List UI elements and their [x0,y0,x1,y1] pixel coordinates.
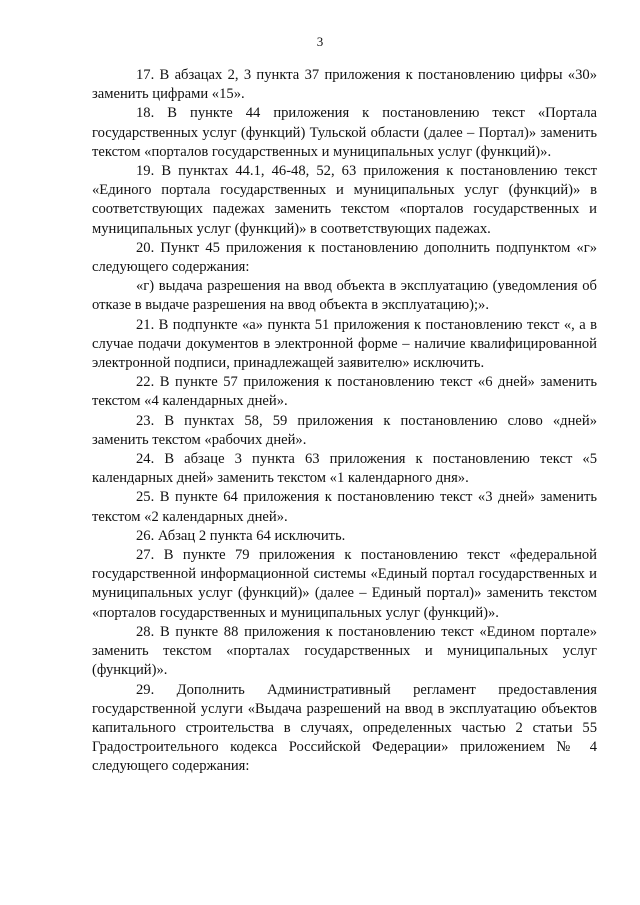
paragraph-23: 23. В пунктах 58, 59 приложения к постановлению слово «дней» заменить текстом «рабочих дней». [92,412,597,448]
paragraph-19: 19. В пунктах 44.1, 46-48, 52, 63 приложения к постановлению текст «Единого портала государственных и муниципальных услуг (функций)» в соответствующих падежах заменить текстом «порталов государственных и муниципальных услуг (функций)» в соответствующих падежах. [92,163,597,237]
paragraph-25: 25. В пункте 64 приложения к постановлению текст «3 дней» заменить текстом «2 календарных дней». [92,489,597,525]
paragraph-18: 18. В пункте 44 приложения к постановлению текст «Портала государственных услуг (функций) Тульской области (далее – Портал)» заменить текстом «порталов государственных и муниципальных услуг (функций)». [92,105,597,160]
paragraph-20-subitem-g: «г) выдача разрешения на ввод объекта в эксплуатацию (уведомления об отказе в выдаче разрешения на ввод объекта в эксплуатацию);». [92,278,597,314]
paragraph-17: 17. В абзацах 2, 3 пункта 37 приложения к постановлению цифры «30» заменить цифрами «15». [92,67,597,103]
paragraph-27: 27. В пункте 79 приложения к постановлению текст «федеральной государственной информационной системы «Единый портал государственных и муниципальных услуг (функций)» (далее – Единый портал)» заменить текстом «порталов государственных и муниципальных услуг (функций)». [92,547,597,621]
paragraph-20: 20. Пункт 45 приложения к постановлению дополнить подпунктом «г» следующего содержания: [92,239,597,276]
paragraph-22: 22. В пункте 57 приложения к постановлению текст «6 дней» заменить текстом «4 календарных дней». [92,374,597,410]
paragraph-21: 21. В подпункте «а» пункта 51 приложения к постановлению текст «, а в случае подачи документов в электронной форме – наличие квалифицированной электронной подписи, принадлежащей заявителю» исключить. [92,316,597,372]
paragraph-29: 29. Дополнить Административный регламент предоставления государственной услуги «Выдача разрешений на ввод в эксплуатацию объектов капитального строительства в случаях, определенных частью 2 статьи 55 Градостроительного кодекса Российской Федерации» приложением № 4 следующего содержания: [92,681,597,775]
paragraph-26: 26. Абзац 2 пункта 64 исключить. [136,527,346,544]
paragraph-24: 24. В абзаце 3 пункта 63 приложения к постановлению текст «5 календарных дней» заменить текстом «1 календарного дня». [92,451,597,487]
paragraph-28: 28. В пункте 88 приложения к постановлению текст «Едином портале» заменить текстом «порталах государственных и муниципальных услуг (функций)». [92,623,597,679]
document-body [92,66,597,777]
page-number: 3 [316,34,324,49]
